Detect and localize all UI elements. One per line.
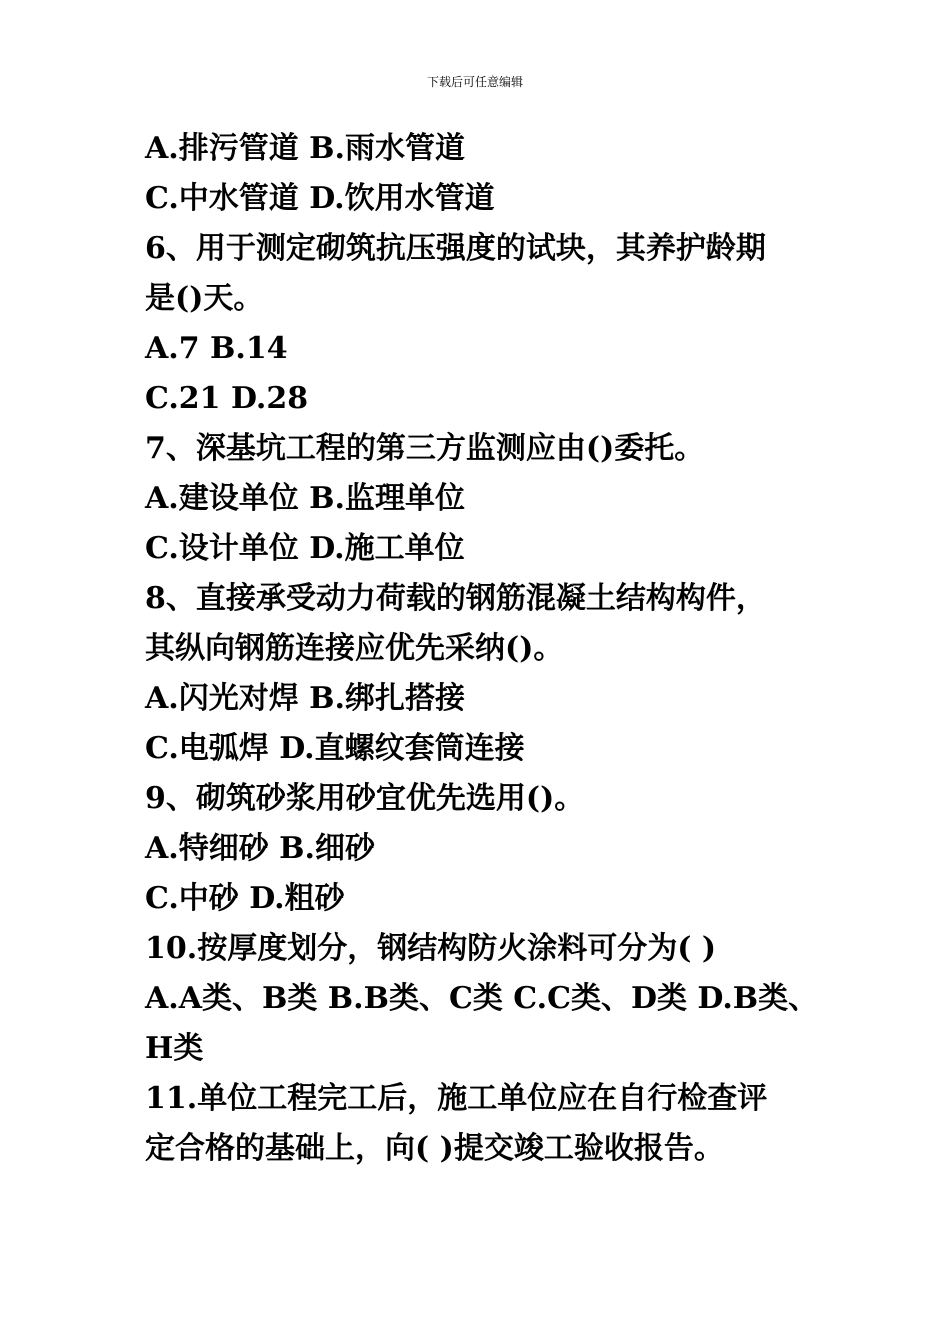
text-line: C.设计单位 D.施工单位 (145, 531, 465, 566)
question-line: 定合格的基础上，向( )提交竣工验收报告。 (145, 1131, 724, 1166)
question-line: 11.单位工程完工后，施工单位应在自行检查评 (145, 1081, 768, 1116)
text-line: A.闪光对焊 B.绑扎搭接 (145, 681, 465, 716)
question-line: 8、直接承受动力荷载的钢筋混凝土结构构件， (145, 581, 766, 616)
question-line: 10.按厚度划分，钢结构防火涂料可分为( ) (145, 931, 717, 966)
question-line: 其纵向钢筋连接应优先采纳()。 (145, 631, 564, 666)
question-line: 7、深基坑工程的第三方监测应由()委托。 (145, 431, 705, 466)
text-line: A.排污管道 B.雨水管道 (145, 131, 465, 166)
text-line: A.建设单位 B.监理单位 (145, 481, 465, 516)
page-header: 下载后可任意编辑 (426, 75, 523, 89)
text-line: C.中水管道 D.饮用水管道 (145, 181, 495, 216)
question-line: 是()天。 (145, 281, 264, 316)
text-line: H类 (145, 1031, 204, 1066)
text-line: C.21 D.28 (145, 381, 309, 416)
question-line: 6、用于测定砌筑抗压强度的试块，其养护龄期 (145, 231, 766, 266)
text-line: C.电弧焊 D.直螺纹套筒连接 (145, 731, 525, 766)
question-line: 9、砌筑砂浆用砂宜优先选用()。 (145, 781, 585, 816)
text-line: C.中砂 D.粗砂 (145, 881, 345, 916)
text-line: A.特细砂 B.细砂 (145, 831, 375, 866)
text-line: A.A类、B类 B.B类、C类 C.C类、D类 D.B类、 (145, 981, 819, 1016)
document-body (145, 124, 835, 1174)
text-line: A.7 B.14 (145, 331, 288, 366)
